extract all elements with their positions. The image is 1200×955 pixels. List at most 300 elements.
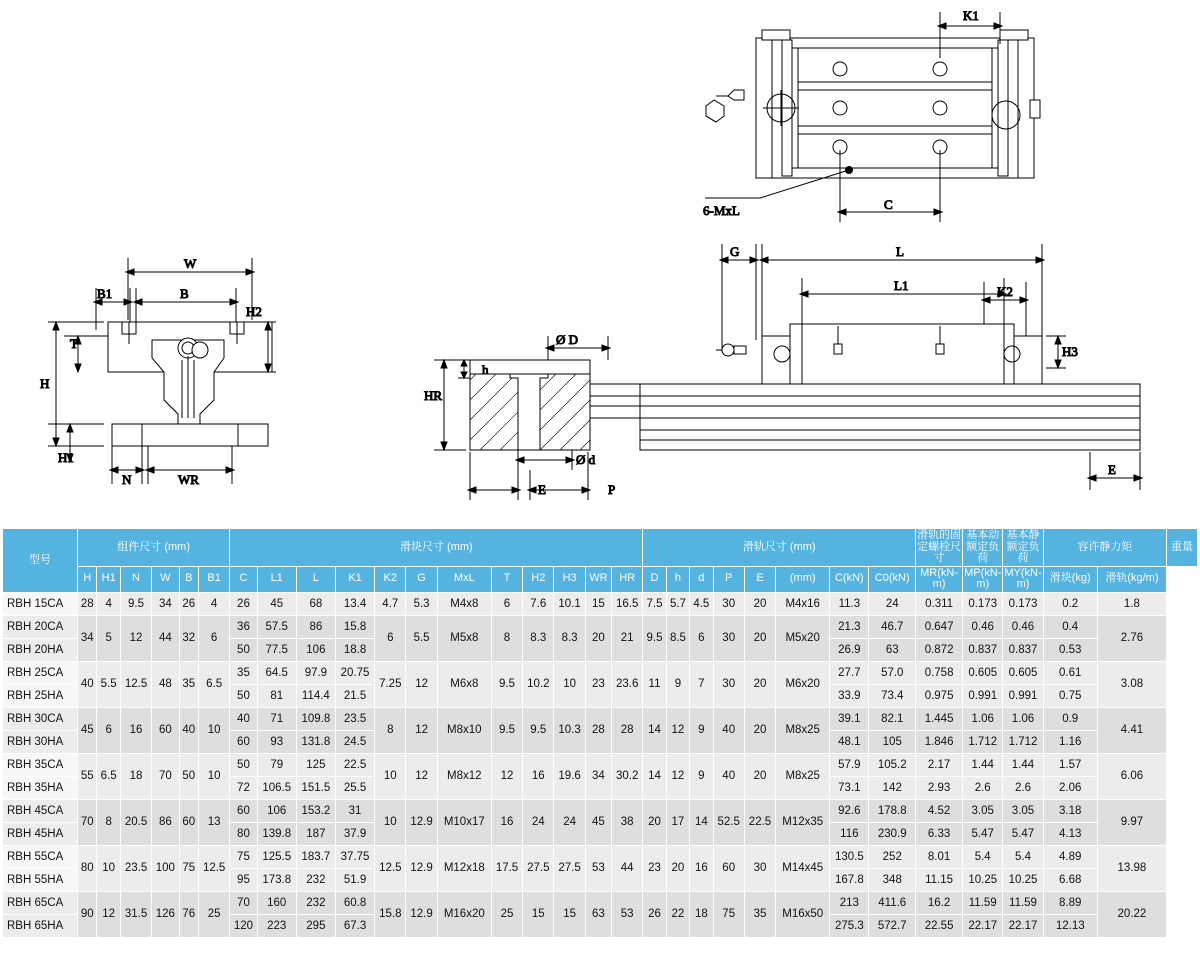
- cell-T: 12: [491, 753, 522, 799]
- cell-C: 95: [230, 868, 257, 891]
- cell-K1: 37.9: [335, 822, 374, 845]
- sub-G: G: [406, 566, 437, 592]
- cell-MR: 0.311: [916, 592, 963, 615]
- cell-model: RBH 55CA: [3, 845, 78, 868]
- cell-C: 75: [230, 845, 257, 868]
- cell-L1: 57.5: [257, 615, 296, 638]
- cell-MP: 5.47: [963, 822, 1003, 845]
- cell-C: 72: [230, 776, 257, 799]
- cell-MP: 1.44: [963, 753, 1003, 776]
- cell-MR: 1.846: [916, 730, 963, 753]
- cell-MR: 2.17: [916, 753, 963, 776]
- svg-text:G: G: [730, 244, 740, 259]
- cell-L: 151.5: [296, 776, 335, 799]
- cell-L1: 106.5: [257, 776, 296, 799]
- cell-bolt: M8x25: [776, 753, 830, 799]
- cell-L: 97.9: [296, 661, 335, 684]
- cell-wr: 9.97: [1097, 799, 1166, 845]
- cell-model: RBH 55HA: [3, 868, 78, 891]
- sub-HR: HR: [612, 566, 643, 592]
- cell-L: 187: [296, 822, 335, 845]
- sub-L: L: [296, 566, 335, 592]
- cell-h: 5.7: [666, 592, 689, 615]
- cell-K2: 8: [375, 707, 406, 753]
- sub-B1: B1: [198, 566, 229, 592]
- col-group-moment: 容许静力矩: [1043, 529, 1166, 567]
- cell-MxL: M8x10: [437, 707, 491, 753]
- sub-MR: MR(kN-m): [916, 566, 963, 592]
- cell-MP: 0.837: [963, 638, 1003, 661]
- cell-P: 30: [713, 592, 744, 615]
- cell-G: 12: [406, 661, 437, 707]
- cell-WR: 15: [585, 592, 611, 615]
- cell-H1: 5: [97, 615, 120, 661]
- cell-L1: 79: [257, 753, 296, 776]
- cell-T: 17.5: [491, 845, 522, 891]
- svg-text:E: E: [1108, 462, 1116, 477]
- cell-K1: 31: [335, 799, 374, 822]
- cell-model: RBH 15CA: [3, 592, 78, 615]
- cell-L1: 45: [257, 592, 296, 615]
- sub-bolt-mm: (mm): [776, 566, 830, 592]
- cell-wr: 6.06: [1097, 753, 1166, 799]
- cell-Ckn: 33.9: [830, 684, 869, 707]
- svg-text:H2: H2: [246, 304, 262, 319]
- cell-MxL: M6x8: [437, 661, 491, 707]
- cell-d: 9: [690, 707, 713, 753]
- cell-C: 80: [230, 822, 257, 845]
- svg-text:Ø D: Ø D: [556, 332, 579, 347]
- cell-W: 34: [152, 592, 179, 615]
- cell-H2: 10.2: [523, 661, 554, 707]
- cell-Ckn: 275.3: [830, 914, 869, 937]
- cell-MR: 0.647: [916, 615, 963, 638]
- cell-H: 34: [78, 615, 97, 661]
- cell-model: RBH 20HA: [3, 638, 78, 661]
- cell-wr: 1.8: [1097, 592, 1166, 615]
- cell-model: RBH 30CA: [3, 707, 78, 730]
- table-row: [3, 661, 1198, 684]
- cell-MR: 16.2: [916, 891, 963, 914]
- side-view: [424, 244, 1142, 500]
- cell-N: 31.5: [120, 891, 151, 937]
- cell-Ckn: 21.3: [830, 615, 869, 638]
- cell-H3: 10: [554, 661, 585, 707]
- cell-K1: 60.8: [335, 891, 374, 914]
- cell-MP: 11.59: [963, 891, 1003, 914]
- cell-K1: 37.75: [335, 845, 374, 868]
- cell-H3: 27.5: [554, 845, 585, 891]
- cell-MR: 11.15: [916, 868, 963, 891]
- cell-d: 4.5: [690, 592, 713, 615]
- cell-K2: 10: [375, 753, 406, 799]
- sub-d: d: [690, 566, 713, 592]
- cell-W: 48: [152, 661, 179, 707]
- cell-D: 14: [643, 753, 666, 799]
- cell-N: 16: [120, 707, 151, 753]
- cell-L1: 139.8: [257, 822, 296, 845]
- cell-L: 106: [296, 638, 335, 661]
- cell-L1: 160: [257, 891, 296, 914]
- svg-text:K2: K2: [997, 284, 1013, 299]
- cell-C: 60: [230, 730, 257, 753]
- cell-H: 40: [78, 661, 97, 707]
- sub-B: B: [179, 566, 198, 592]
- cell-D: 7.5: [643, 592, 666, 615]
- svg-text:N: N: [122, 472, 132, 487]
- cell-G: 12.9: [406, 845, 437, 891]
- cell-wr: 4.41: [1097, 707, 1166, 753]
- cell-T: 8: [491, 615, 522, 661]
- cell-B1: 6: [198, 615, 229, 661]
- sub-weight-block: 滑块(kg): [1043, 566, 1097, 592]
- cell-D: 14: [643, 707, 666, 753]
- svg-text:WR: WR: [178, 472, 199, 487]
- sub-W: W: [152, 566, 179, 592]
- cell-wb: 3.18: [1043, 799, 1097, 822]
- cell-B1: 10: [198, 753, 229, 799]
- sub-K2: K2: [375, 566, 406, 592]
- sub-h: h: [666, 566, 689, 592]
- cell-model: RBH 35CA: [3, 753, 78, 776]
- cell-MY: 5.47: [1003, 822, 1043, 845]
- sub-C: C: [230, 566, 257, 592]
- cell-MY: 3.05: [1003, 799, 1043, 822]
- cell-C0: 24: [869, 592, 916, 615]
- col-model: 型号: [3, 529, 78, 593]
- cell-HR: 44: [612, 845, 643, 891]
- cell-wb: 0.4: [1043, 615, 1097, 638]
- cell-B: 50: [179, 753, 198, 799]
- cell-B1: 13: [198, 799, 229, 845]
- cell-C0: 63: [869, 638, 916, 661]
- cell-MR: 0.872: [916, 638, 963, 661]
- cell-H: 90: [78, 891, 97, 937]
- svg-text:h: h: [482, 362, 489, 377]
- cell-bolt: M14x45: [776, 845, 830, 891]
- cell-Ckn: 116: [830, 822, 869, 845]
- cell-model: RBH 65HA: [3, 914, 78, 937]
- cell-C0: 348: [869, 868, 916, 891]
- group-header-row: [3, 529, 1198, 567]
- svg-text:L: L: [896, 244, 904, 259]
- cell-bolt: M6x20: [776, 661, 830, 707]
- cell-C0: 46.7: [869, 615, 916, 638]
- cell-B1: 10: [198, 707, 229, 753]
- cell-C0: 178.8: [869, 799, 916, 822]
- cell-L1: 93: [257, 730, 296, 753]
- cell-K2: 10: [375, 799, 406, 845]
- cell-K2: 12.5: [375, 845, 406, 891]
- cell-wr: 3.08: [1097, 661, 1166, 707]
- cell-L1: 106: [257, 799, 296, 822]
- cell-model: RBH 35HA: [3, 776, 78, 799]
- cell-MR: 1.445: [916, 707, 963, 730]
- cell-d: 9: [690, 753, 713, 799]
- cell-H3: 10.1: [554, 592, 585, 615]
- cell-HR: 53: [612, 891, 643, 937]
- sub-H: H: [78, 566, 97, 592]
- cell-L: 114.4: [296, 684, 335, 707]
- cell-d: 18: [690, 891, 713, 937]
- cell-H1: 6: [97, 707, 120, 753]
- sub-D: D: [643, 566, 666, 592]
- cell-H2: 7.6: [523, 592, 554, 615]
- cell-T: 25: [491, 891, 522, 937]
- top-view: [703, 8, 1040, 222]
- cell-C0: 230.9: [869, 822, 916, 845]
- cell-MP: 5.4: [963, 845, 1003, 868]
- cell-HR: 16.5: [612, 592, 643, 615]
- cell-L: 125: [296, 753, 335, 776]
- cell-bolt: M5x20: [776, 615, 830, 661]
- cell-P: 75: [713, 891, 744, 937]
- cell-C0: 105: [869, 730, 916, 753]
- cell-MR: 0.758: [916, 661, 963, 684]
- cell-P: 30: [713, 615, 744, 661]
- cell-MR: 22.55: [916, 914, 963, 937]
- cell-h: 12: [666, 753, 689, 799]
- cell-bolt: M16x50: [776, 891, 830, 937]
- cell-P: 52.5: [713, 799, 744, 845]
- cell-C: 40: [230, 707, 257, 730]
- cell-MR: 4.52: [916, 799, 963, 822]
- front-view: [40, 256, 276, 487]
- cell-H2: 27.5: [523, 845, 554, 891]
- cell-MY: 0.991: [1003, 684, 1043, 707]
- cell-H3: 10.3: [554, 707, 585, 753]
- col-group-dynamic: 基本动额定负荷: [963, 529, 1003, 567]
- cell-MP: 0.46: [963, 615, 1003, 638]
- cell-B: 75: [179, 845, 198, 891]
- cell-wr: 2.76: [1097, 615, 1166, 661]
- cell-D: 23: [643, 845, 666, 891]
- cell-C: 120: [230, 914, 257, 937]
- col-group-bolt: 滑轨的固定螺栓尺寸: [916, 529, 963, 567]
- cell-L: 232: [296, 868, 335, 891]
- cell-model: RBH 30HA: [3, 730, 78, 753]
- cell-K1: 25.5: [335, 776, 374, 799]
- cell-MP: 1.06: [963, 707, 1003, 730]
- cell-Ckn: 27.7: [830, 661, 869, 684]
- cell-H2: 8.3: [523, 615, 554, 661]
- cell-MP: 0.173: [963, 592, 1003, 615]
- cell-L1: 71: [257, 707, 296, 730]
- cell-C: 36: [230, 615, 257, 638]
- cell-N: 20.5: [120, 799, 151, 845]
- cell-L: 183.7: [296, 845, 335, 868]
- cell-MxL: M4x8: [437, 592, 491, 615]
- cell-K1: 22.5: [335, 753, 374, 776]
- cell-E: 20: [744, 753, 775, 799]
- sub-C-kN: C(kN): [830, 566, 869, 592]
- cell-L1: 223: [257, 914, 296, 937]
- svg-text:E: E: [538, 482, 546, 497]
- cell-L: 86: [296, 615, 335, 638]
- cell-wb: 0.75: [1043, 684, 1097, 707]
- cell-D: 11: [643, 661, 666, 707]
- cell-E: 22.5: [744, 799, 775, 845]
- cell-Ckn: 92.6: [830, 799, 869, 822]
- cell-K1: 21.5: [335, 684, 374, 707]
- cell-Ckn: 167.8: [830, 868, 869, 891]
- cell-T: 9.5: [491, 661, 522, 707]
- cell-d: 14: [690, 799, 713, 845]
- cell-L: 109.8: [296, 707, 335, 730]
- cell-d: 7: [690, 661, 713, 707]
- cell-model: RBH 20CA: [3, 615, 78, 638]
- cell-G: 12: [406, 707, 437, 753]
- sub-T: T: [491, 566, 522, 592]
- cell-wr: 13.98: [1097, 845, 1166, 891]
- cell-MP: 0.991: [963, 684, 1003, 707]
- cell-H: 45: [78, 707, 97, 753]
- cell-T: 6: [491, 592, 522, 615]
- cell-H: 55: [78, 753, 97, 799]
- cell-Ckn: 213: [830, 891, 869, 914]
- spec-table: [2, 528, 1198, 938]
- cell-W: 100: [152, 845, 179, 891]
- cell-MR: 2.93: [916, 776, 963, 799]
- table-row: [3, 799, 1198, 822]
- cell-G: 5.5: [406, 615, 437, 661]
- cell-wb: 4.13: [1043, 822, 1097, 845]
- cell-G: 12: [406, 753, 437, 799]
- cell-MR: 8.01: [916, 845, 963, 868]
- cell-L1: 64.5: [257, 661, 296, 684]
- cell-H1: 5.5: [97, 661, 120, 707]
- cell-L1: 125.5: [257, 845, 296, 868]
- cell-L: 131.8: [296, 730, 335, 753]
- cell-C: 26: [230, 592, 257, 615]
- cell-K1: 15.8: [335, 615, 374, 638]
- cell-MR: 0.975: [916, 684, 963, 707]
- cell-MP: 10.25: [963, 868, 1003, 891]
- cell-E: 20: [744, 592, 775, 615]
- cell-P: 30: [713, 661, 744, 707]
- cell-L1: 173.8: [257, 868, 296, 891]
- cell-HR: 28: [612, 707, 643, 753]
- table-row: [3, 845, 1198, 868]
- cell-K1: 13.4: [335, 592, 374, 615]
- cell-MY: 0.605: [1003, 661, 1043, 684]
- cell-Ckn: 130.5: [830, 845, 869, 868]
- cell-MY: 22.17: [1003, 914, 1043, 937]
- sub-WR: WR: [585, 566, 611, 592]
- svg-text:C: C: [884, 197, 893, 212]
- cell-C0: 252: [869, 845, 916, 868]
- table-row: [3, 592, 1198, 615]
- cell-model: RBH 65CA: [3, 891, 78, 914]
- cell-N: 9.5: [120, 592, 151, 615]
- cell-MY: 11.59: [1003, 891, 1043, 914]
- sub-MY: MY(kN-m): [1003, 566, 1043, 592]
- cell-MP: 22.17: [963, 914, 1003, 937]
- cell-N: 18: [120, 753, 151, 799]
- spec-table-wrapper: [0, 528, 1200, 938]
- cell-B1: 25: [198, 891, 229, 937]
- svg-text:H1: H1: [58, 450, 74, 465]
- cell-wb: 2.06: [1043, 776, 1097, 799]
- cell-d: 16: [690, 845, 713, 891]
- cell-B: 26: [179, 592, 198, 615]
- cell-WR: 45: [585, 799, 611, 845]
- cell-C0: 411.6: [869, 891, 916, 914]
- cell-wb: 1.16: [1043, 730, 1097, 753]
- cell-K1: 67.3: [335, 914, 374, 937]
- cell-H2: 24: [523, 799, 554, 845]
- sub-P: P: [713, 566, 744, 592]
- cell-L1: 81: [257, 684, 296, 707]
- cell-WR: 53: [585, 845, 611, 891]
- cell-E: 20: [744, 615, 775, 661]
- sub-L1: L1: [257, 566, 296, 592]
- svg-text:Ø d: Ø d: [576, 452, 596, 467]
- cell-K1: 18.8: [335, 638, 374, 661]
- svg-text:H: H: [40, 376, 50, 391]
- cell-G: 5.3: [406, 592, 437, 615]
- cell-WR: 63: [585, 891, 611, 937]
- cell-T: 16: [491, 799, 522, 845]
- cell-H: 28: [78, 592, 97, 615]
- cell-h: 9: [666, 661, 689, 707]
- cell-MY: 0.46: [1003, 615, 1043, 638]
- cell-wb: 0.2: [1043, 592, 1097, 615]
- cell-K1: 51.9: [335, 868, 374, 891]
- cell-model: RBH 45HA: [3, 822, 78, 845]
- cell-H1: 10: [97, 845, 120, 891]
- table-row: [3, 707, 1198, 730]
- cell-MP: 1.712: [963, 730, 1003, 753]
- cell-P: 40: [713, 753, 744, 799]
- cell-MY: 5.4: [1003, 845, 1043, 868]
- cell-P: 40: [713, 707, 744, 753]
- cell-Ckn: 26.9: [830, 638, 869, 661]
- cell-C: 50: [230, 753, 257, 776]
- cell-G: 12.9: [406, 799, 437, 845]
- cell-model: RBH 25HA: [3, 684, 78, 707]
- cell-W: 44: [152, 615, 179, 661]
- cell-P: 60: [713, 845, 744, 891]
- cell-W: 70: [152, 753, 179, 799]
- cell-HR: 38: [612, 799, 643, 845]
- cell-C: 35: [230, 661, 257, 684]
- svg-text:B: B: [180, 286, 189, 301]
- col-group-static: 基本静额定负荷: [1003, 529, 1043, 567]
- cell-B1: 12.5: [198, 845, 229, 891]
- cell-HR: 21: [612, 615, 643, 661]
- cell-E: 30: [744, 845, 775, 891]
- cell-D: 9.5: [643, 615, 666, 661]
- cell-MxL: M8x12: [437, 753, 491, 799]
- cell-K1: 24.5: [335, 730, 374, 753]
- cell-W: 60: [152, 707, 179, 753]
- cell-h: 20: [666, 845, 689, 891]
- cell-T: 9.5: [491, 707, 522, 753]
- cell-MP: 2.6: [963, 776, 1003, 799]
- cell-B: 76: [179, 891, 198, 937]
- cell-B: 60: [179, 799, 198, 845]
- cell-K2: 7.25: [375, 661, 406, 707]
- table-row: [3, 615, 1198, 638]
- cell-WR: 23: [585, 661, 611, 707]
- cell-H2: 9.5: [523, 707, 554, 753]
- cell-wb: 8.89: [1043, 891, 1097, 914]
- cell-H3: 15: [554, 891, 585, 937]
- svg-text:T: T: [70, 336, 78, 351]
- col-group-block: 滑块尺寸 (mm): [230, 529, 643, 567]
- cell-H3: 19.6: [554, 753, 585, 799]
